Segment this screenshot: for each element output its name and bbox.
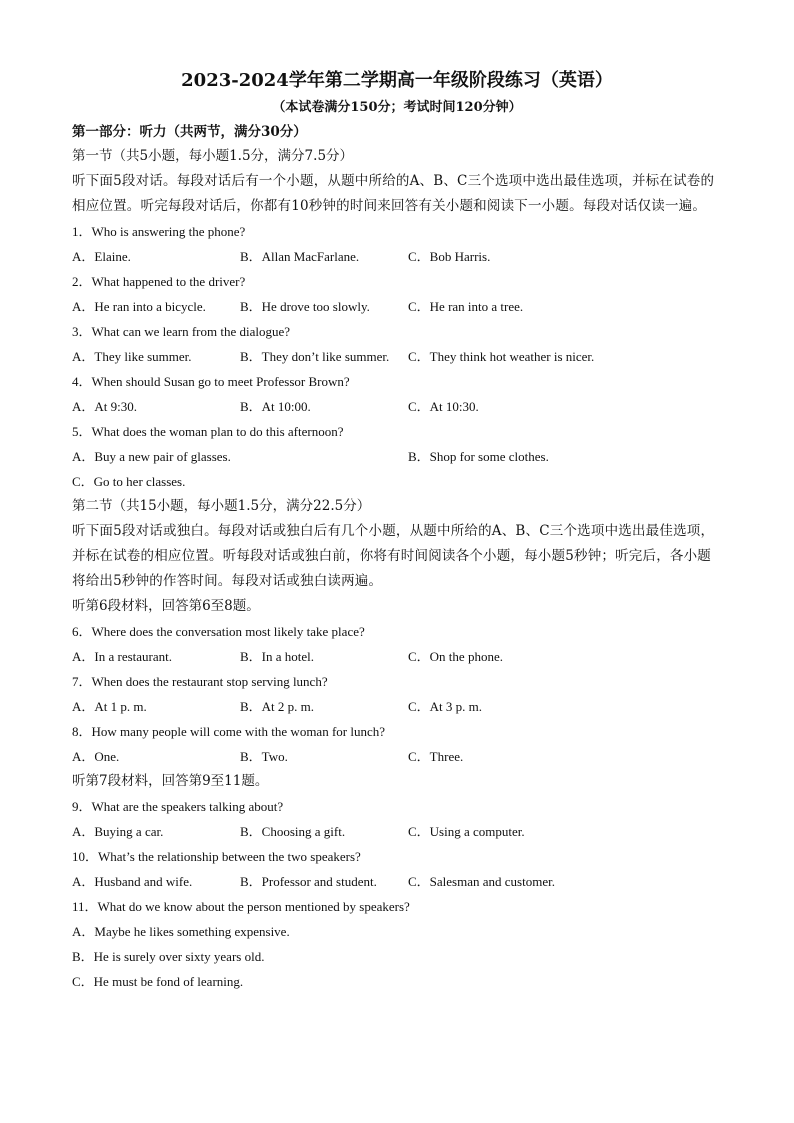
option-b: B．At 10:00. (240, 399, 311, 414)
section2-heading: 第二节（共15小题，每小题1.5分，满分22.5分） (72, 498, 371, 514)
option-c: C．Using a computer. (408, 824, 525, 839)
option-b: B．They don’t like summer. (240, 349, 390, 364)
option-c: C．Salesman and customer. (408, 874, 555, 889)
option-b: B．Shop for some clothes. (408, 449, 549, 464)
question-5: 5．What does the woman plan to do this afternoon? (72, 424, 344, 439)
page-subtitle: （本试卷满分150分；考试时间120分钟） (272, 100, 522, 115)
option-b: B．Choosing a gift. (240, 824, 346, 839)
material-6-heading: 听第6段材料，回答第6至8题。 (72, 598, 260, 614)
section1-heading: 第一节（共5小题，每小题1.5分，满分7.5分） (72, 148, 354, 164)
question-9: 9．What are the speakers talking about? (72, 799, 284, 814)
option-b: B．In a hotel. (240, 649, 315, 664)
option-a: A．He ran into a bicycle. (72, 299, 206, 314)
section1-instructions: 听下面5段对话。每段对话后有一个小题，从题中所给的A、B、C三个选项中选出最佳选项，并标在试卷的相应位置。听完每段对话后，你都有10秒钟的时间来回答有关小题和阅读下一小题。每段对话仅读一遍。 (72, 173, 715, 214)
option-b: B．At 2 p. m. (240, 699, 315, 714)
option-c: C．At 10:30. (408, 399, 479, 414)
question-4-options (72, 394, 722, 419)
section2-instructions: 听下面5段对话或独白。每段对话或独白后有几个小题，从题中所给的A、B、C三个选项中选出最佳选项，并标在试卷的相应位置。听每段对话或独白前，你将有时间阅读各个小题，每小题5秒钟；听完后，各小题将给出5秒钟的作答时间。每段对话或独白读两遍。 (72, 523, 715, 589)
option-a: A．Maybe he likes something expensive. (72, 924, 290, 939)
question-9-options (72, 819, 722, 844)
option-a: A．Buying a car. (72, 824, 164, 839)
question-8: 8．How many people will come with the woman for lunch? (72, 724, 386, 739)
option-c: C．Three. (408, 749, 464, 764)
material-7-heading: 听第7段材料，回答第9至11题。 (72, 773, 269, 789)
option-a: A．Elaine. (72, 249, 131, 264)
question-11: 11．What do we know about the person mentioned by speakers? (72, 899, 410, 914)
question-10-options (72, 869, 722, 894)
question-2: 2．What happened to the driver? (72, 274, 246, 289)
question-10: 10．What’s the relationship between the two speakers? (72, 849, 361, 864)
question-6: 6．Where does the conversation most likely take place? (72, 624, 365, 639)
question-3-options (72, 344, 722, 369)
question-1-options (72, 244, 722, 269)
option-a: A．At 1 p. m. (72, 699, 147, 714)
question-1: 1．Who is answering the phone? (72, 224, 246, 239)
option-b: B．He drove too slowly. (240, 299, 370, 314)
option-b: B．Professor and student. (240, 874, 377, 889)
option-a: A．Husband and wife. (72, 874, 193, 889)
question-3: 3．What can we learn from the dialogue? (72, 324, 291, 339)
question-6-options (72, 644, 722, 669)
option-a: A．At 9:30. (72, 399, 138, 414)
part1-heading: 第一部分：听力（共两节，满分30分） (72, 124, 307, 140)
question-5-options-cont (72, 469, 722, 494)
option-a: A．In a restaurant. (72, 649, 172, 664)
question-11-option-b (72, 944, 722, 969)
question-11-option-c (72, 969, 722, 994)
question-5-options (72, 444, 722, 469)
question-2-options (72, 294, 722, 319)
question-7: 7．When does the restaurant stop serving lunch? (72, 674, 328, 689)
option-b: B．He is surely over sixty years old. (72, 949, 265, 964)
question-11-option-a (72, 919, 722, 944)
option-c: C．On the phone. (408, 649, 503, 664)
option-c: C．They think hot weather is nicer. (408, 349, 595, 364)
option-c: C．He must be fond of learning. (72, 974, 244, 989)
question-7-options (72, 694, 722, 719)
option-c: C．Bob Harris. (408, 249, 491, 264)
option-b: B．Allan MacFarlane. (240, 249, 360, 264)
option-c: C．Go to her classes. (72, 474, 186, 489)
exam-page (72, 66, 722, 994)
option-a: A．They like summer. (72, 349, 192, 364)
option-a: A．One. (72, 749, 120, 764)
option-b: B．Two. (240, 749, 288, 764)
option-a: A．Buy a new pair of glasses. (72, 449, 231, 464)
question-8-options (72, 744, 722, 769)
option-c: C．He ran into a tree. (408, 299, 524, 314)
option-c: C．At 3 p. m. (408, 699, 483, 714)
question-4: 4．When should Susan go to meet Professor Brown? (72, 374, 350, 389)
page-title: 2023-2024学年第二学期高一年级阶段练习（英语） (181, 70, 613, 91)
